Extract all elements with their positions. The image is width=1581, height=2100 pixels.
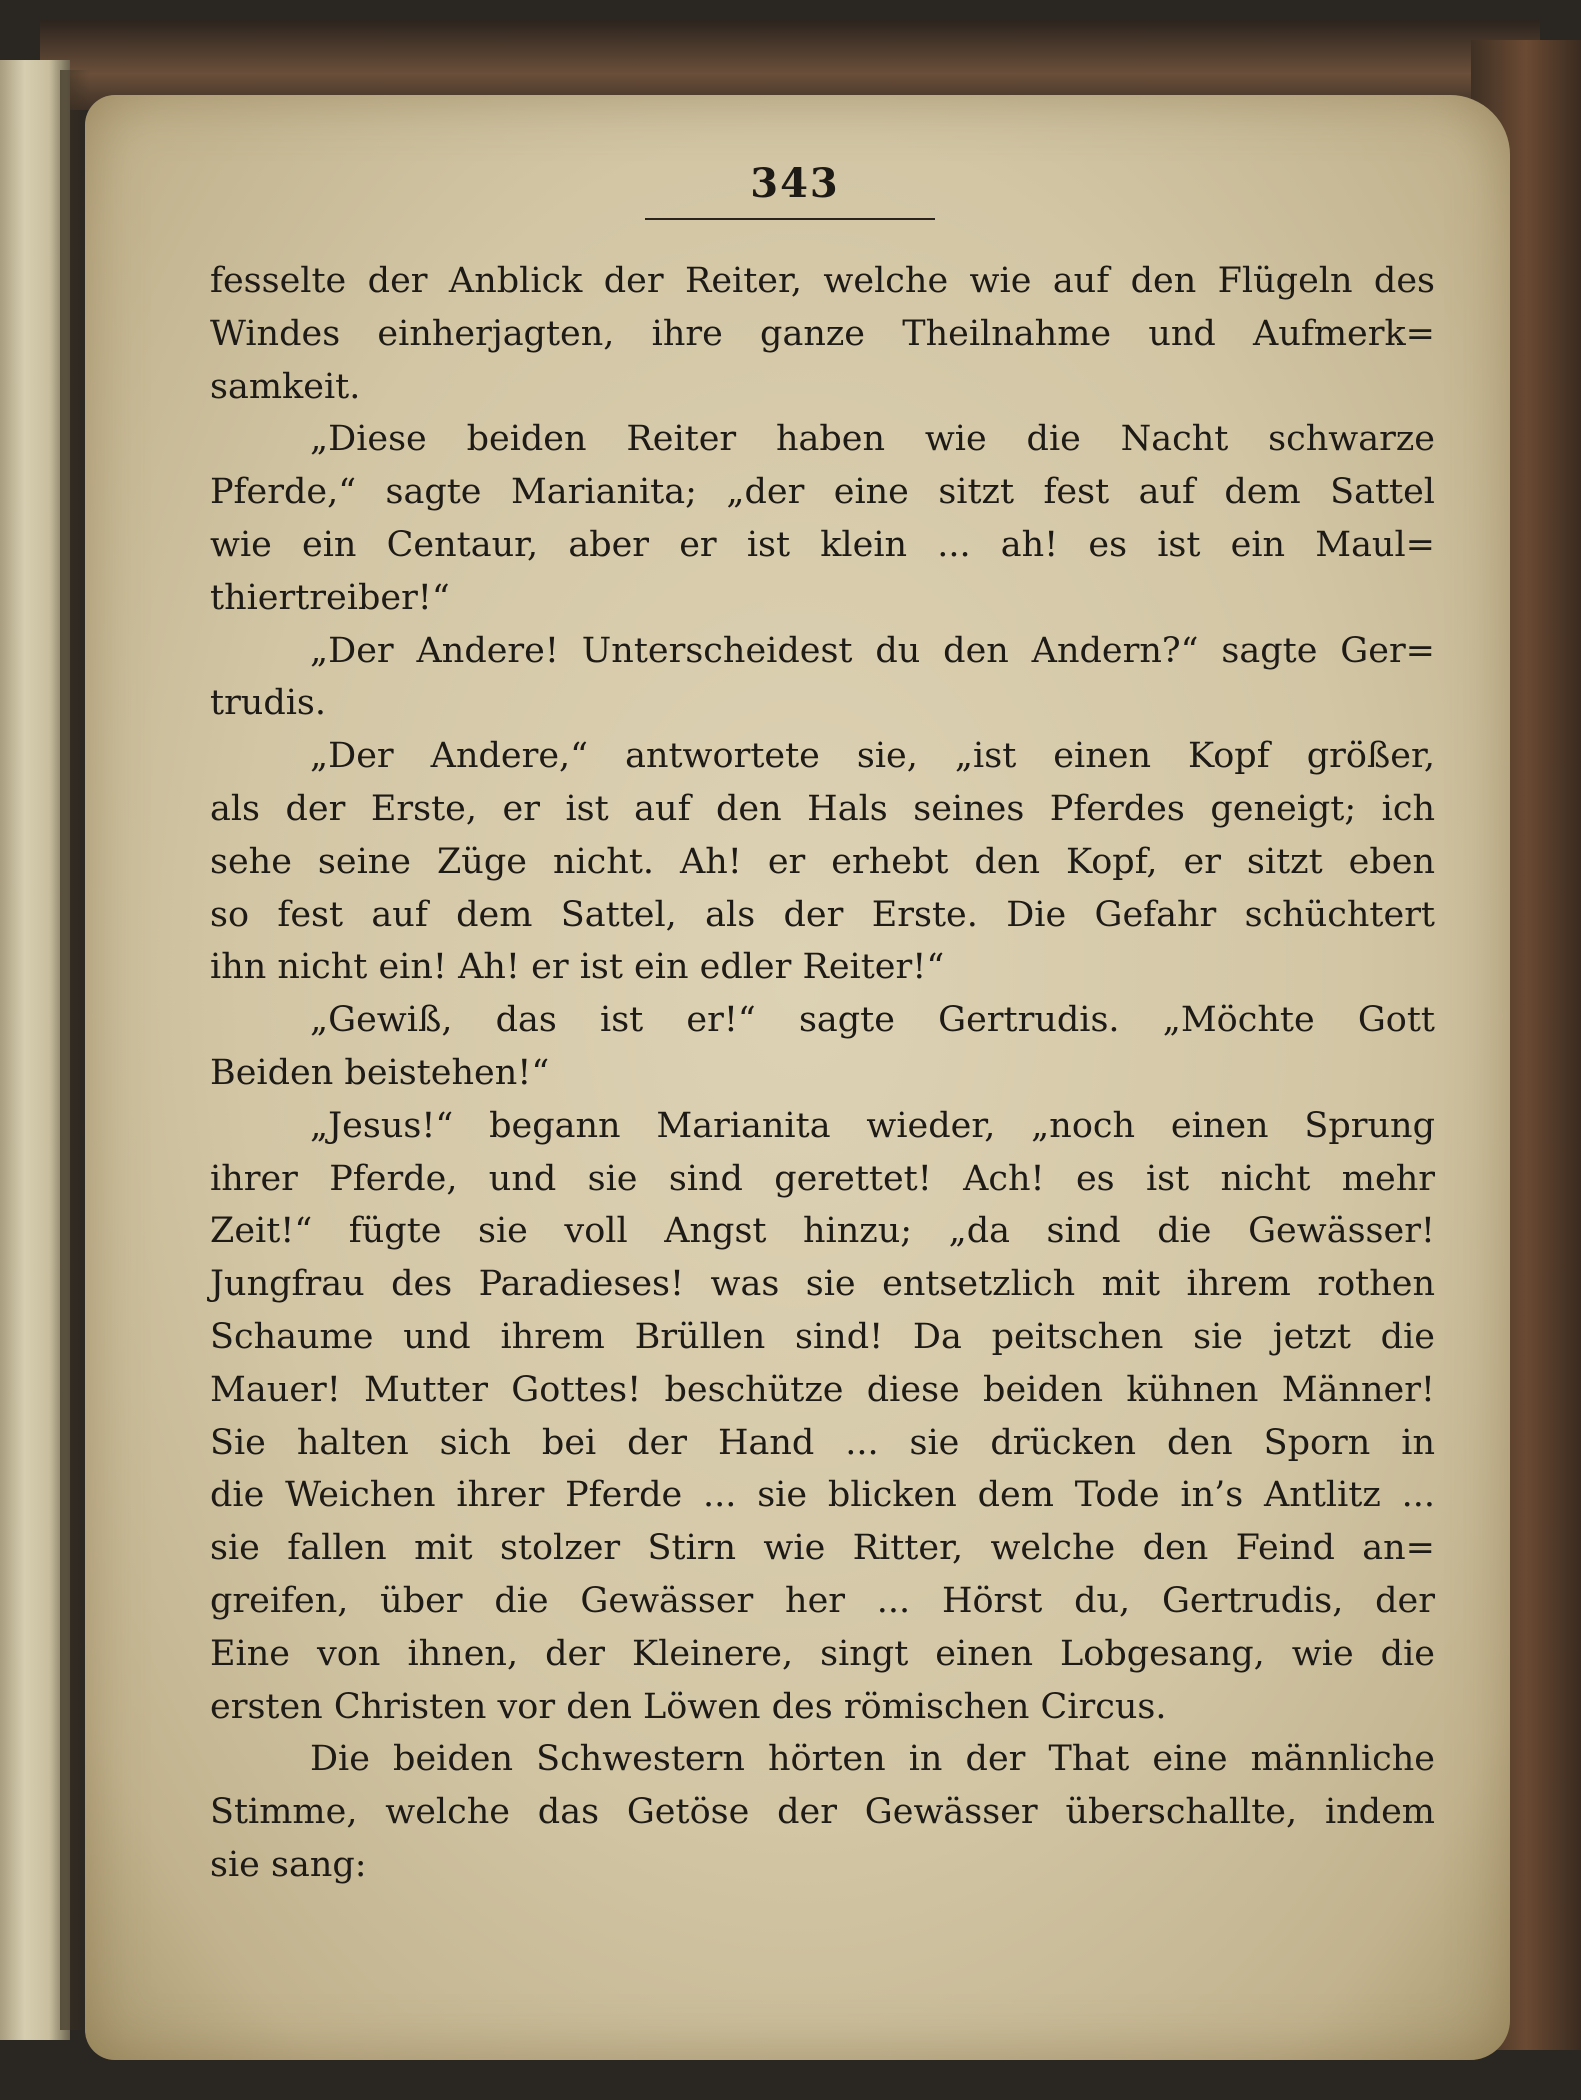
text-line: Schaume und ihrem Brüllen sind! Da peitschen sie jetzt die [210, 1316, 1435, 1357]
text-line: Zeit!“ fügte sie voll Angst hinzu; „da sind die Gewässer! [210, 1211, 1435, 1252]
text-line: die Weichen ihrer Pferde ... sie blicken dem Tode in’s Antlitz ... [210, 1475, 1435, 1516]
text-line: fesselte der Anblick der Reiter, welche wie auf den Flügeln des [210, 261, 1435, 301]
text-line: ihrer Pferde, und sie sind gerettet! Ach! es ist nicht mehr [210, 1158, 1435, 1199]
text-line: Stimme, welche das Getöse der Gewässer überschallte, indem [210, 1792, 1435, 1833]
text-line: ersten Christen vor den Löwen des römischen Circus. [210, 1686, 1167, 1727]
text-line: „Der Andere,“ antwortete sie, „ist einen Kopf größer, [310, 736, 1435, 777]
text-line: Die beiden Schwestern hörten in der That eine männliche [310, 1739, 1435, 1780]
text-line: Mauer! Mutter Gottes! beschütze diese beiden kühnen Männer! [210, 1369, 1435, 1410]
text-line: wie ein Centaur, aber er ist klein ... ah! es ist ein Maul= [210, 524, 1435, 565]
page-number-rule [645, 218, 935, 220]
text-line: ihn nicht ein! Ah! er ist ein edler Reiter!“ [210, 947, 945, 988]
text-line: Pferde,“ sagte Marianita; „der eine sitzt fest auf dem Sattel [210, 472, 1435, 513]
text-line: Sie halten sich bei der Hand ... sie drücken den Sporn in [210, 1422, 1435, 1463]
text-line: greifen, über die Gewässer her ... Hörst du, Gertrudis, der [210, 1580, 1435, 1621]
text-line: Jungfrau des Paradieses! was sie entsetzlich mit ihrem rothen [210, 1264, 1435, 1305]
text-line: sie fallen mit stolzer Stirn wie Ritter, welche den Feind an= [210, 1528, 1435, 1569]
text-line: thiertreiber!“ [210, 577, 450, 618]
book-page [85, 95, 1510, 2060]
text-line: „Gewiß, das ist er!“ sagte Gertrudis. „Möchte Gott [310, 1000, 1435, 1041]
text-line: „Diese beiden Reiter haben wie die Nacht schwarze [310, 419, 1435, 460]
text-line: Windes einherjagten, ihre ganze Theilnahme und Aufmerk= [210, 313, 1435, 354]
page-number: 343 [750, 160, 840, 207]
text-line: trudis. [210, 683, 327, 724]
page-text-body [210, 255, 1435, 1892]
text-line: als der Erste, er ist auf den Hals seines Pferdes geneigt; ich [210, 788, 1435, 829]
text-line: so fest auf dem Sattel, als der Erste. Die Gefahr schüchtert [210, 894, 1435, 935]
text-line: „Jesus!“ begann Marianita wieder, „noch einen Sprung [310, 1105, 1435, 1146]
text-line: Eine von ihnen, der Kleinere, singt einen Lobgesang, wie die [210, 1633, 1435, 1674]
text-line: sie sang: [210, 1844, 367, 1885]
text-line: „Der Andere! Unterscheidest du den Andern?“ sagte Ger= [310, 630, 1435, 671]
text-line: Beiden beistehen!“ [210, 1052, 550, 1093]
text-line: samkeit. [210, 366, 361, 407]
text-line: sehe seine Züge nicht. Ah! er erhebt den Kopf, er sitzt eben [210, 841, 1435, 882]
